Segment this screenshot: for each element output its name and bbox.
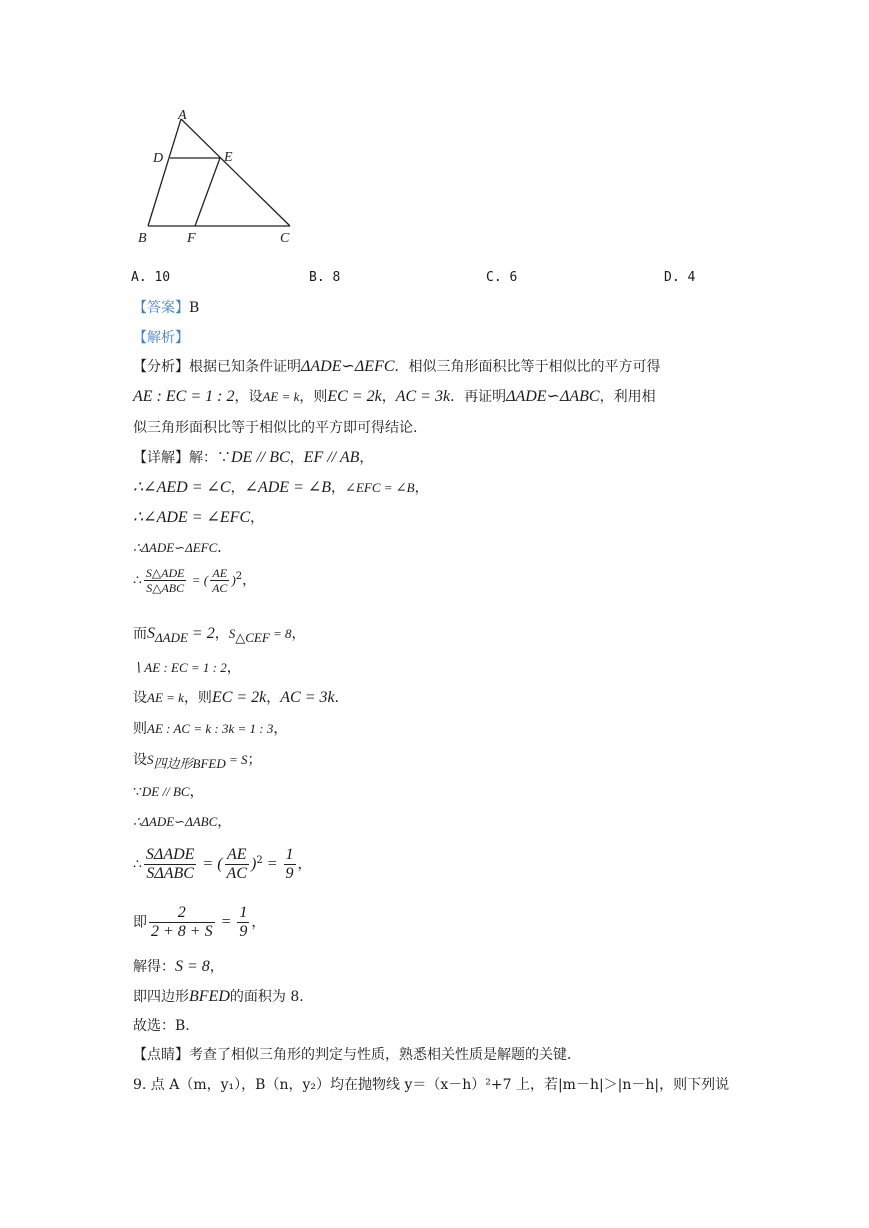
label-c: C xyxy=(280,231,290,246)
detail-line-10: 设$S_{四边形BFED} = S$； xyxy=(133,752,262,771)
detail-line-17: 故选：B. xyxy=(133,1018,190,1034)
option-b: B. 8 xyxy=(309,270,341,285)
detail-line-7: ∖ AE : EC = 1 : 2， xyxy=(133,660,241,676)
fenxi-line-3: 似三角形面积比等于相似比的平方即可得结论. xyxy=(133,420,418,436)
label-b: B xyxy=(138,231,147,246)
detail-line-14: 即 $\frac{2}{2 + 8 + S}$ = $\frac{1}{9}$ ， xyxy=(133,904,266,940)
detail-line-6: 而$S_{\Delta ADE} = 2$，$S_{\triangle CEF} = 8$， xyxy=(133,625,306,645)
detail-line-9: 则AE : AC = k : 3k = 1 : 3， xyxy=(133,721,288,737)
detail-line-12: ∴ΔADE∽ΔABC， xyxy=(133,814,232,830)
detail-line-1: 【详解】解：∵DE // BC，EF // AB， xyxy=(133,449,374,466)
analysis-heading: 【解析】 xyxy=(133,330,189,346)
answer-value: B xyxy=(189,300,200,316)
detail-line-5: ∴ $\frac{\text{S△ADE}}{\text{S△ABC}}$ = ( $\frac{AE}{AC}$ )$^2$， xyxy=(133,566,257,595)
detail-line-2: ∴∠AED = ∠C，∠ADE = ∠B，∠EFC = ∠B， xyxy=(133,479,429,496)
detail-line-3: ∴∠ADE = ∠EFC， xyxy=(133,509,265,526)
detail-line-15: 解得：S = 8， xyxy=(133,958,224,975)
side-ac xyxy=(181,119,290,226)
dianjing-line: 【点睛】考查了相似三角形的判定与性质，熟悉相关性质是解题的关键． xyxy=(133,1047,581,1063)
fenxi-line-2: AE : EC = 1 : 2，设AE = k，则EC = 2k，AC = 3k．再证明ΔADE∽ΔABC，利用相 xyxy=(133,388,656,405)
answer-line xyxy=(133,298,199,318)
label-a: A xyxy=(178,108,187,123)
label-e: E xyxy=(224,150,233,165)
option-c: C. 6 xyxy=(486,270,518,285)
answer-tag: 【答案】 xyxy=(133,300,189,316)
triangle-diagram xyxy=(128,105,308,255)
fenxi-line-1: 【分析】根据已知条件证明ΔADE∽ΔEFC．相似三角形面积比等于相似比的平方可得 xyxy=(133,358,661,375)
label-d: D xyxy=(153,151,164,166)
geometry-figure xyxy=(128,105,308,255)
option-a: A. 10 xyxy=(131,270,171,285)
detail-line-11: ∵DE // BC， xyxy=(133,784,204,800)
detail-line-4: ∴ΔADE∽ΔEFC． xyxy=(133,540,232,556)
detail-line-8: 设AE = k，则EC = 2k，AC = 3k． xyxy=(133,689,349,706)
side-ab xyxy=(148,119,181,226)
detail-line-13: ∴ $\frac{\text{SΔADE}}{\text{SΔABC}}$ = ( $\frac{AE}{AC}$ )$^2$ = $\frac{1}{9}$ ， xyxy=(133,846,312,882)
next-question: 9. 点 A（m，y₁），B（n，y₂）均在抛物线 y＝（x－h）²+7 上，若|m－h|＞|n－h|，则下列说 xyxy=(133,1077,730,1093)
label-f: F xyxy=(187,231,196,246)
segment-ef xyxy=(195,158,220,226)
detail-line-16: 即四边形BFED的面积为 8. xyxy=(133,988,304,1005)
option-d: D. 4 xyxy=(664,270,696,285)
